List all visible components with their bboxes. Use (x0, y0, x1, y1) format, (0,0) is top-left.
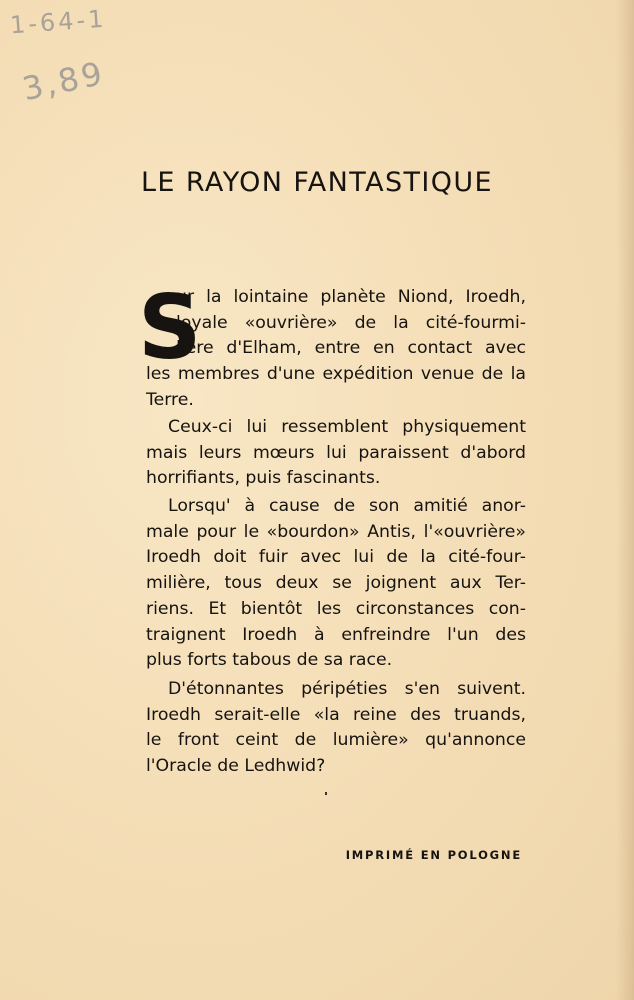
text-line: riens. Et bientôt les circonstances con- (146, 598, 526, 619)
text-line: les membres d'une expédition venue de la (146, 364, 526, 384)
text-line: le front ceint de lumière» qu'annonce (146, 730, 526, 751)
paragraph-3 (146, 494, 526, 674)
text-line: l'Oracle de Ledhwid? (146, 756, 326, 777)
text-line: plus forts tabous de sa race. (146, 650, 393, 671)
paragraph-1-dropcap-lines (176, 285, 526, 362)
book-title: LE RAYON FANTASTIQUE (140, 167, 494, 198)
text-line: D'étonnantes péripéties s'en suivent. (168, 679, 526, 699)
text-line: Lorsqu' à cause de son amitié anor- (168, 496, 526, 516)
pencil-note-top: 1-64-1 (9, 4, 108, 40)
text-line: mais leurs mœurs lui paraissent d'abord (146, 442, 526, 463)
page-edge-shadow (616, 0, 634, 1000)
paragraph-4 (146, 677, 526, 780)
pencil-note-price: 3,89 (18, 53, 109, 109)
paragraph-1-continued (146, 362, 526, 413)
text-line: male pour le «bourdon» Antis, l'«ouvrière» (146, 521, 526, 542)
text-line: lière d'Elham, entre en contact avec (176, 338, 526, 359)
ink-speck (325, 792, 327, 795)
text-line: milière, tous deux se joignent aux Ter- (146, 573, 526, 594)
text-line: horrifiants, puis fascinants. (146, 468, 381, 489)
text-line: loyale «ouvrière» de la cité-fourmi- (176, 312, 526, 333)
paragraph-2 (146, 415, 526, 492)
printed-in-note: IMPRIMÉ EN POLOGNE (345, 848, 522, 862)
text-line: Ceux-ci lui ressemblent physiquement (168, 417, 526, 437)
text-line: Iroedh serait-elle «la reine des truands, (146, 704, 526, 725)
text-line: Terre. (146, 389, 194, 410)
text-line: traignent Iroedh à enfreindre l'un des (146, 624, 526, 645)
drop-cap: S (138, 276, 202, 379)
text-line: Iroedh doit fuir avec lui de la cité-four- (146, 547, 526, 568)
text-line: ur la lointaine planète Niond, Iroedh, (176, 287, 526, 307)
